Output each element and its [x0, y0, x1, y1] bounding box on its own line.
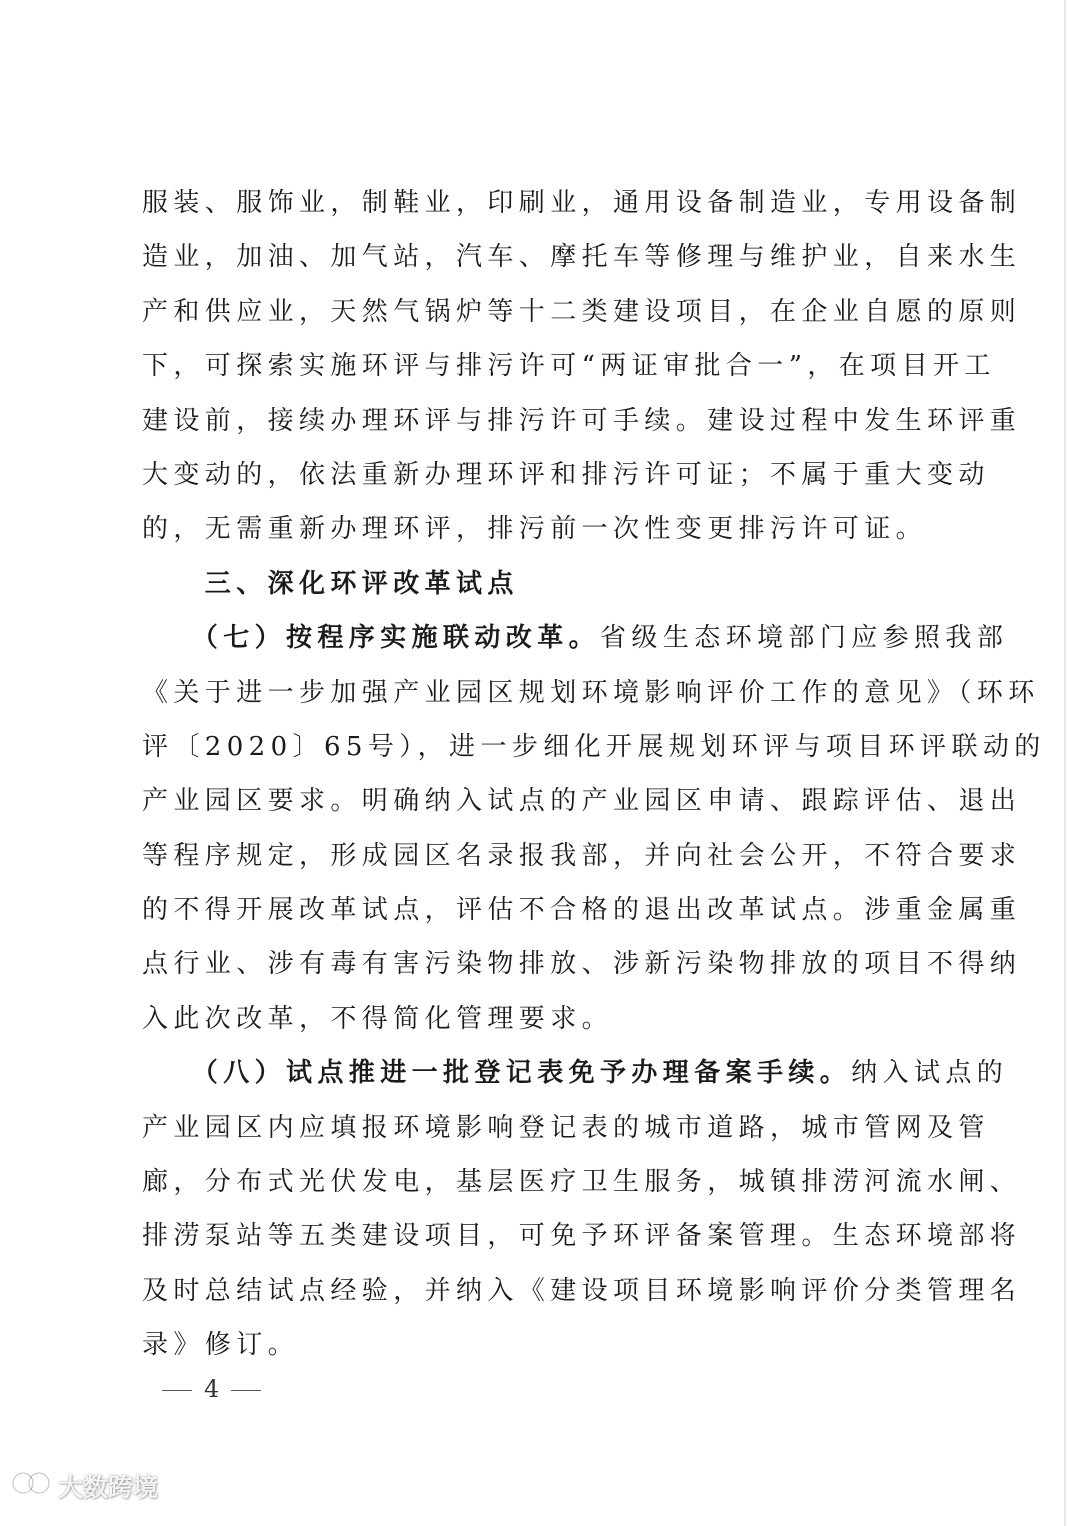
- text-line: 大变动的，依法重新办理环评和排污许可证；不属于重大变动: [142, 459, 990, 490]
- text-line: 的不得开展改革试点，评估不合格的退出改革试点。涉重金属重: [142, 895, 1022, 926]
- dash-right: [231, 1390, 261, 1391]
- dash-left: [162, 1390, 192, 1391]
- watermark-logo-icon: [12, 1469, 52, 1503]
- text-line: 点行业、涉有毒有害污染物排放、涉新污染物排放的项目不得纳: [142, 949, 1022, 980]
- text-line: 入此次改革，不得简化管理要求。: [142, 1003, 614, 1034]
- text-line: 产和供应业，天然气锅炉等十二类建设项目，在企业自愿的原则: [142, 296, 1022, 327]
- item8-first-line: [142, 1046, 1009, 1100]
- text-line: 及时总结试点经验，并纳入《建设项目环境影响评价分类管理名: [142, 1275, 1022, 1306]
- page-number: [150, 1375, 273, 1403]
- text-line: 建设前，接续办理环评与排污许可手续。建设过程中发生环评重: [142, 405, 1022, 436]
- text-line: 造业，加油、加气站，汽车、摩托车等修理与维护业，自来水生: [142, 242, 1022, 273]
- watermark-text: 大数跨境: [58, 1473, 159, 1502]
- item7-first-line-rest: 省级生态环境部门应参照我部: [600, 623, 1009, 654]
- item7-title: （七）按程序实施联动改革。: [142, 623, 601, 654]
- section-heading: 三、深化环评改革试点: [142, 568, 519, 599]
- text-line: 排涝泵站等五类建设项目，可免予环评备案管理。生态环境部将: [142, 1221, 1022, 1252]
- document-body: [142, 176, 1046, 1373]
- page-number-value: 4: [204, 1375, 220, 1403]
- item8-first-line-rest: 纳入试点的: [851, 1058, 1009, 1089]
- text-line: 下，可探索实施环评与排污许可“两证审批合一”，在项目开工: [142, 351, 996, 382]
- text-line: 服装、服饰业，制鞋业，印刷业，通用设备制造业，专用设备制: [142, 188, 1022, 218]
- text-line: 的，无需重新办理环评，排污前一次性变更排污许可证。: [142, 514, 928, 545]
- watermark: [12, 1466, 158, 1506]
- item8-title: （八）试点推进一批登记表免予办理备案手续。: [142, 1058, 852, 1089]
- text-line: 录》修订。: [142, 1330, 300, 1361]
- text-line: 产业园区内应填报环境影响登记表的城市道路，城市管网及管: [142, 1112, 990, 1143]
- text-line: 评〔2020〕65号），进一步细化开展规划环评与项目环评联动的: [142, 731, 1046, 762]
- text-line: 等程序规定，形成园区名录报我部，并向社会公开，不符合要求: [142, 840, 1022, 871]
- text-line: 廊，分布式光伏发电，基层医疗卫生服务，城镇排涝河流水闸、: [142, 1167, 1022, 1198]
- text-line: 《关于进一步加强产业园区规划环境影响评价工作的意见》（环环: [142, 677, 1040, 708]
- item7-first-line: [142, 611, 1009, 665]
- text-line: 产业园区要求。明确纳入试点的产业园区申请、跟踪评估、退出: [142, 786, 1022, 817]
- page-edge: [1064, 0, 1066, 1526]
